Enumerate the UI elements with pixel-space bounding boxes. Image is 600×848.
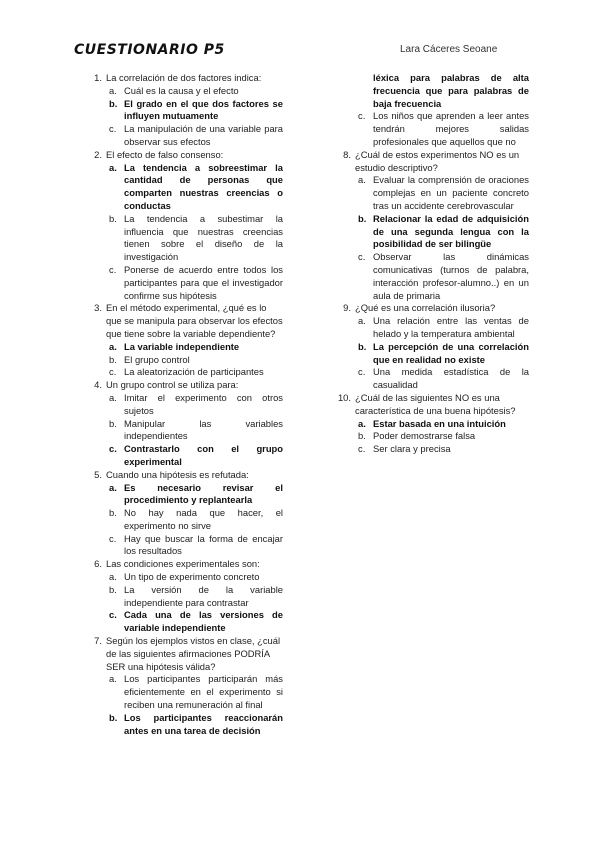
option-letter: a. (109, 84, 117, 96)
option (106, 673, 283, 711)
option (106, 712, 283, 738)
question-text: Según los ejemplos vistos en clase, ¿cuál de las siguientes afirmaciones PODRÍA SER una hipótesis válida? (106, 635, 281, 672)
question-number: 9. (343, 302, 351, 314)
option (106, 213, 283, 264)
question-number: 4. (94, 379, 102, 391)
option-letter: a. (358, 174, 366, 186)
question (87, 635, 283, 737)
option (106, 98, 283, 124)
option-letter: c. (109, 609, 117, 621)
option (106, 609, 283, 635)
option-text: La aleatorización de participantes (124, 366, 264, 378)
question-text: ¿Cuál de estos experimentos NO es un estudio descriptivo? (355, 148, 520, 173)
option (355, 366, 529, 392)
option-letter: a. (109, 340, 117, 352)
option-text: La versión de la variable independiente para contrastar (124, 583, 283, 608)
option-letter: a. (358, 315, 366, 327)
option (106, 392, 283, 418)
option-text: Contrastarlo con el grupo experimental (124, 443, 283, 467)
option-letter: c. (109, 263, 117, 275)
question-stem (87, 469, 283, 482)
question-text: Un grupo control se utiliza para: (106, 379, 239, 391)
option-text: El grupo control (124, 353, 190, 365)
left-column (87, 72, 283, 737)
option-letter: a. (109, 161, 117, 173)
option-text: Imitar el experimento con otros sujetos (124, 391, 283, 416)
option (106, 482, 283, 508)
option (355, 418, 529, 431)
option (106, 507, 283, 533)
question-stem (336, 392, 529, 418)
option-text: Poder demostrarse falsa (373, 430, 476, 442)
option (106, 123, 283, 149)
option-text: Relacionar la edad de adquisición de una segunda lengua con la posibilidad de ser bilingüe (373, 212, 529, 250)
option-text: Una relación entre las ventas de helado y la temperatura ambiental (373, 315, 529, 339)
option (355, 110, 529, 148)
option (355, 174, 529, 212)
option-text: Los participantes reaccionarán antes en una tarea de decisión (124, 711, 283, 736)
question (336, 302, 529, 392)
question-text: Cuando una hipótesis es refutada: (106, 468, 249, 480)
option-letter: b. (109, 353, 117, 365)
question-number: 8. (343, 148, 351, 160)
option (106, 584, 283, 610)
option-text: Cada una de las versiones de variable independiente (124, 609, 283, 634)
question (87, 379, 283, 469)
option-letter: b. (109, 417, 117, 429)
question-number: 2. (94, 148, 102, 160)
question (87, 469, 283, 559)
option-text: Hay que buscar la forma de encajar los resultados (124, 532, 283, 557)
option-text: Una medida estadística de la casualidad (373, 366, 529, 391)
option-text: Estar basada en una intuición (373, 417, 506, 429)
question-text: ¿Cuál de las siguientes NO es una característica de una buena hipótesis? (355, 391, 516, 416)
option (355, 341, 529, 367)
option-text: Ponerse de acuerdo entre todos los participantes para que el investigador confirme sus hipótesis (124, 263, 283, 301)
option-letter: b. (358, 430, 366, 442)
option-text: La tendencia a subestimar la influencia que nuestras creencias tienen sobre el diseño de la investigación (124, 212, 283, 263)
question-number: 1. (94, 72, 102, 83)
question (87, 558, 283, 635)
question-stem (87, 302, 283, 340)
question-stem (87, 72, 283, 85)
option-text: La tendencia a sobreestimar la cantidad de personas que comparten nuestras creencias o conductas (124, 161, 283, 211)
option-text: Evaluar la comprensión de oraciones complejas en un paciente concreto tras un accidente cerebrovascular (373, 174, 529, 211)
option (106, 341, 283, 354)
option-letter: b. (109, 583, 117, 595)
option (106, 162, 283, 213)
continued-option-text: léxica para palabras de alta frecuencia que para palabras de baja frecuencia (373, 72, 529, 109)
question-number: 6. (94, 558, 102, 570)
option (106, 443, 283, 469)
option-text: La manipulación de una variable para observar sus efectos (124, 123, 283, 147)
question-number: 5. (94, 468, 102, 480)
option-text: Los participantes participarán más eficientemente en el experimento si reciben una remuneración al final (124, 673, 283, 711)
right-column (336, 72, 529, 456)
question-text: Las condiciones experimentales son: (106, 558, 260, 570)
question-text: El efecto de falso consenso: (106, 148, 224, 160)
option (106, 354, 283, 367)
option-letter: b. (109, 97, 118, 109)
question-stem (87, 558, 283, 571)
question-stem (87, 635, 283, 673)
question (87, 72, 283, 149)
option-letter: c. (358, 110, 366, 122)
option-letter: c. (358, 366, 366, 378)
option-text: Manipular las variables independientes (124, 417, 283, 442)
option-letter: b. (358, 212, 367, 224)
option-text: El grado en el que dos factores se influyen mutuamente (124, 97, 283, 122)
question (87, 302, 283, 379)
option-text: Cuál es la causa y el efecto (124, 84, 239, 96)
option-letter: c. (109, 532, 117, 544)
option-text: Es necesario revisar el procedimiento y replantearla (124, 481, 283, 506)
option-letter: a. (109, 673, 117, 685)
option (106, 366, 283, 379)
option (355, 213, 529, 251)
option-letter: b. (109, 212, 117, 224)
option (355, 430, 529, 443)
question (336, 149, 529, 303)
option-letter: a. (109, 391, 117, 403)
option-letter: c. (358, 251, 366, 263)
question-stem (87, 149, 283, 162)
author-name: Lara Cáceres Seoane (400, 44, 498, 55)
option-letter: c. (109, 123, 117, 135)
option-letter: b. (358, 340, 367, 352)
option-letter: a. (109, 571, 117, 583)
option-text: Un tipo de experimento concreto (124, 571, 260, 583)
option (355, 315, 529, 341)
option-letter: c. (109, 443, 117, 455)
option (106, 571, 283, 584)
question-text: La correlación de dos factores indica: (106, 72, 262, 83)
option-text: No hay nada que hacer, el experimento no sirve (124, 507, 283, 531)
question (87, 149, 283, 303)
option-letter: c. (109, 366, 117, 378)
option (355, 443, 529, 456)
option-text: Los niños que aprenden a leer antes tendrán mejores salidas profesionales que aquellos que no (373, 110, 529, 147)
question-text: En el método experimental, ¿qué es lo que se manipula para observar los efectos que tiene sobre la variable dependiente? (106, 302, 283, 339)
option (106, 418, 283, 444)
question-stem (87, 379, 283, 392)
question-text: ¿Qué es una correlación ilusoria? (355, 302, 496, 314)
option-text: Ser clara y precisa (373, 443, 451, 455)
option-text: La percepción de una correlación que en realidad no existe (373, 340, 529, 365)
question-stem (336, 149, 529, 175)
option-letter: a. (109, 481, 117, 493)
option (106, 85, 283, 98)
option-letter: a. (358, 417, 366, 429)
option-letter: c. (358, 443, 366, 455)
option (106, 264, 283, 302)
question-number: 3. (94, 302, 102, 314)
page-title: CUESTIONARIO P5 (74, 42, 225, 58)
question-number: 7. (94, 635, 102, 647)
question (336, 392, 529, 456)
option-letter: b. (109, 711, 118, 723)
option (355, 251, 529, 302)
question-number: 10. (337, 391, 351, 403)
option (106, 533, 283, 559)
option-text: Observar las dinámicas comunicativas (turnos de palabra, interacción profesor-alumno..) en un aula de primaria (373, 251, 529, 301)
option-text: La variable independiente (124, 340, 240, 352)
option-letter: b. (109, 507, 117, 519)
question-stem (336, 302, 529, 315)
